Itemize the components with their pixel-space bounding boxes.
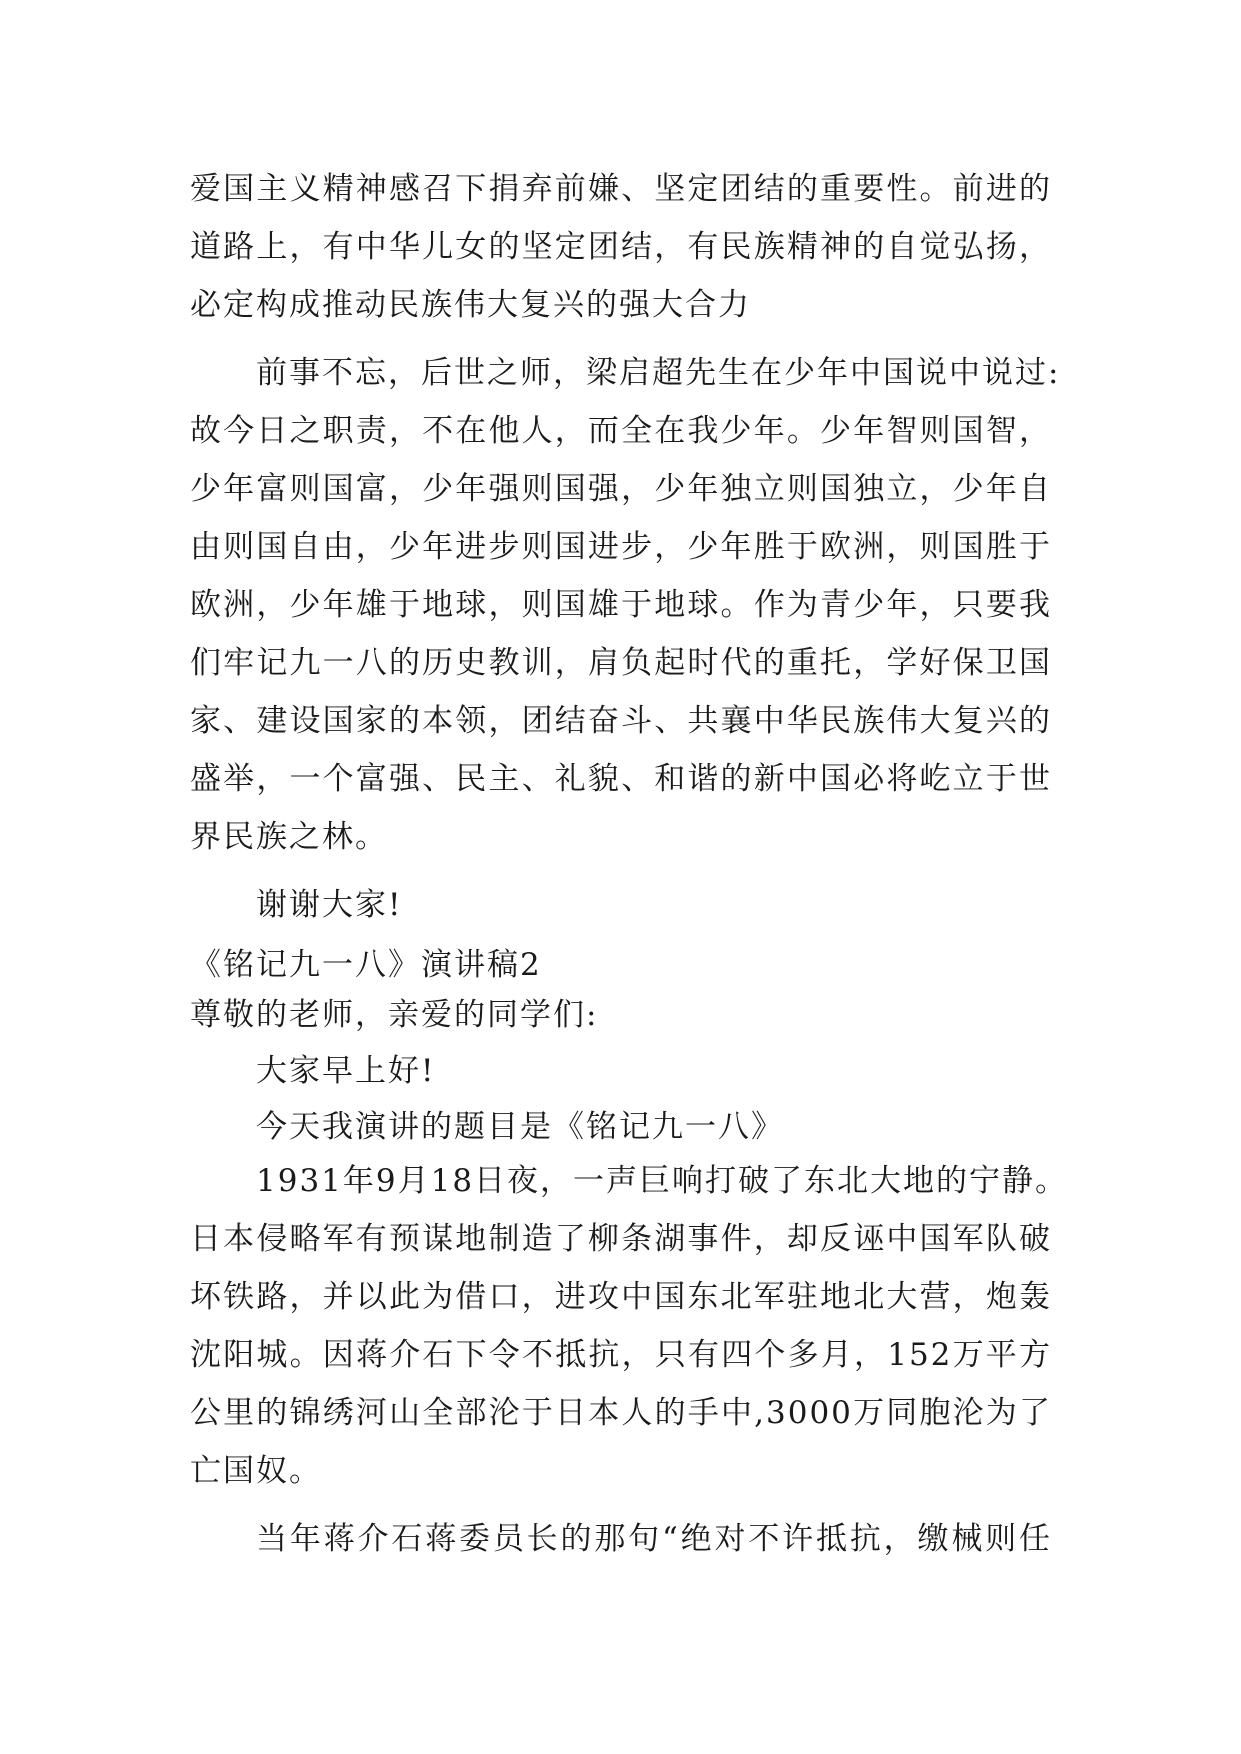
paragraph-first-line: 当年蒋介石蒋委员长的那句“绝对不许抵抗，缴械则任 [256, 1521, 1052, 1557]
text-line: 道路上，有中华儿女的坚定团结，有民族精神的自觉弘扬， [190, 229, 1052, 265]
text-line: 日本侵略军有预谋地制造了柳条湖事件，却反诬中国军队破 [190, 1221, 1052, 1257]
text-line: 界民族之林。 [190, 819, 388, 855]
text-line: 故今日之职责，不在他人，而全在我少年。少年智则国智， [190, 413, 1052, 449]
text-line: 公里的锦绣河山全部沦于日本人的手中,3000万同胞沦为了 [190, 1395, 1052, 1431]
greeting: 大家早上好! [256, 1053, 436, 1089]
text-line: 欧洲，少年雄于地球，则国雄于地球。作为青少年，只要我 [190, 587, 1052, 623]
paragraph-first-line: 前事不忘，后世之师，梁启超先生在少年中国说中说过: [256, 355, 1061, 391]
text-line: 爱国主义精神感召下捐弃前嫌、坚定团结的重要性。前进的 [190, 171, 1052, 207]
text-line: 家、建设国家的本领，团结奋斗、共襄中华民族伟大复兴的 [190, 703, 1052, 739]
section-title: 《铭记九一八》演讲稿2 [190, 947, 542, 983]
text-line: 坏铁路，并以此为借口，进攻中国东北军驻地北大营，炮轰 [190, 1279, 1052, 1315]
text-line: 由则国自由，少年进步则国进步，少年胜于欧洲，则国胜于 [190, 529, 1052, 565]
text-line: 必定构成推动民族伟大复兴的强大合力 [190, 287, 751, 323]
document-body [190, 160, 1069, 1568]
text-line: 亡国奴。 [190, 1453, 322, 1489]
paragraph-first-line: 1931年9月18日夜，一声巨响打破了东北大地的宁静。 [256, 1163, 1069, 1199]
text-line: 少年富则国富，少年强则国强，少年独立则国独立，少年自 [190, 471, 1052, 507]
salutation: 尊敬的老师，亲爱的同学们: [190, 997, 599, 1033]
closing-line: 谢谢大家! [256, 887, 403, 923]
speech-topic: 今天我演讲的题目是《铭记九一八》 [256, 1109, 784, 1145]
text-line: 盛举，一个富强、民主、礼貌、和谐的新中国必将屹立于世 [190, 761, 1052, 797]
text-line: 们牢记九一八的历史教训，肩负起时代的重托，学好保卫国 [190, 645, 1052, 681]
text-line: 沈阳城。因蒋介石下令不抵抗，只有四个多月，152万平方 [190, 1337, 1052, 1373]
